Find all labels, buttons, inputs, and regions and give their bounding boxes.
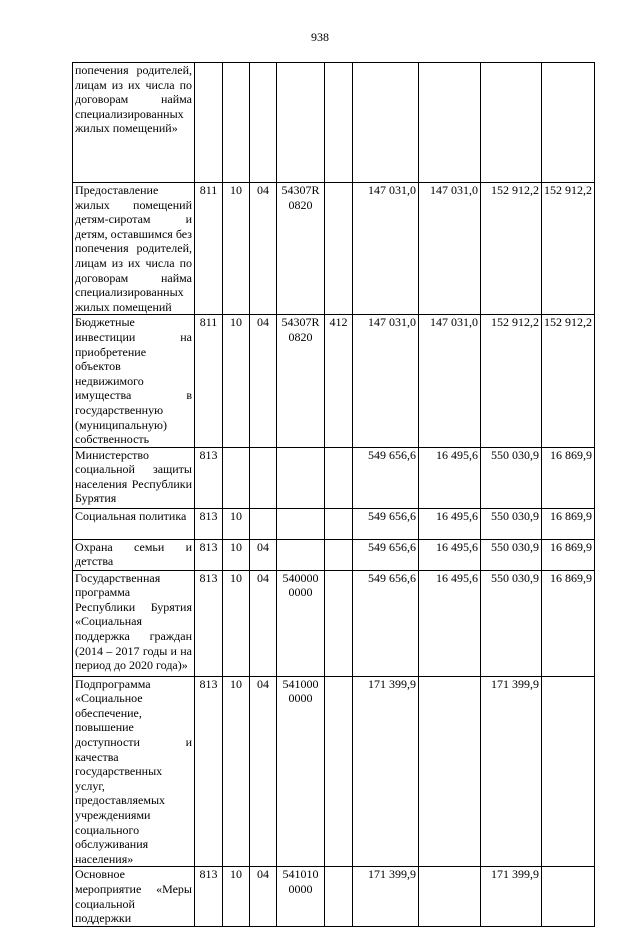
- subsection-code: 04: [250, 867, 277, 926]
- target-article-code: [277, 539, 325, 570]
- section-code: 10: [223, 183, 250, 315]
- table-row: [73, 63, 595, 183]
- target-article-code: [277, 508, 325, 539]
- amount-col-3: [481, 63, 542, 183]
- ministry-code: 811: [195, 315, 223, 447]
- amount-col-2: 16 495,6: [419, 570, 481, 676]
- target-article-code: [277, 63, 325, 183]
- target-article-code: 541000 0000: [277, 676, 325, 867]
- amount-col-1: [353, 63, 419, 183]
- amount-col-4: 16 869,9: [542, 539, 595, 570]
- subsection-code: 04: [250, 539, 277, 570]
- amount-col-4: 16 869,9: [542, 570, 595, 676]
- amount-col-2: 147 031,0: [419, 315, 481, 447]
- target-article-code: 541010 0000: [277, 867, 325, 926]
- section-code: [223, 63, 250, 183]
- expense-type-code: [325, 676, 353, 867]
- target-article-code: 54307R 0820: [277, 315, 325, 447]
- amount-col-1: 549 656,6: [353, 508, 419, 539]
- expense-type-code: [325, 570, 353, 676]
- amount-col-4: [542, 63, 595, 183]
- amount-col-3: 171 399,9: [481, 867, 542, 926]
- ministry-code: 813: [195, 570, 223, 676]
- table-row: [73, 570, 595, 676]
- subsection-code: 04: [250, 570, 277, 676]
- row-description: Охрана семьи и детства: [73, 539, 195, 570]
- subsection-code: 04: [250, 315, 277, 447]
- amount-col-1: 549 656,6: [353, 539, 419, 570]
- section-code: 10: [223, 315, 250, 447]
- amount-col-3: 550 030,9: [481, 447, 542, 508]
- amount-col-4: [542, 867, 595, 926]
- table-row: [73, 539, 595, 570]
- table-row: [73, 183, 595, 315]
- page-number: 938: [311, 30, 329, 44]
- subsection-code: [250, 508, 277, 539]
- expense-type-code: [325, 447, 353, 508]
- row-description: попечения родителей, лицам из их числа по договорам найма специализированных жилых помещений»: [73, 63, 195, 183]
- ministry-code: 813: [195, 539, 223, 570]
- row-description: Основное мероприятие «Меры социальной поддержки: [73, 867, 195, 926]
- table-row: [73, 676, 595, 867]
- amount-col-4: 152 912,2: [542, 315, 595, 447]
- amount-col-2: 16 495,6: [419, 539, 481, 570]
- row-description: Министерство социальной защиты населения Республики Бурятия: [73, 447, 195, 508]
- amount-col-2: [419, 867, 481, 926]
- ministry-code: 813: [195, 508, 223, 539]
- ministry-code: 813: [195, 676, 223, 867]
- table-row: [73, 315, 595, 447]
- subsection-code: 04: [250, 183, 277, 315]
- amount-col-1: 549 656,6: [353, 447, 419, 508]
- expense-type-code: 412: [325, 315, 353, 447]
- amount-col-4: [542, 676, 595, 867]
- row-description: Социальная политика: [73, 508, 195, 539]
- amount-col-3: 152 912,2: [481, 315, 542, 447]
- section-code: 10: [223, 539, 250, 570]
- budget-table: [72, 62, 595, 927]
- ministry-code: [195, 63, 223, 183]
- amount-col-2: 16 495,6: [419, 447, 481, 508]
- amount-col-3: 152 912,2: [481, 183, 542, 315]
- amount-col-1: 549 656,6: [353, 570, 419, 676]
- row-description: Предоставление жилых помещений детям-сиротам и детям, оставшимся без попечения родителей, лицам из их числа по договорам найма специализированных жилых помещений: [73, 183, 195, 315]
- amount-col-1: 171 399,9: [353, 867, 419, 926]
- amount-col-4: 16 869,9: [542, 447, 595, 508]
- amount-col-1: 171 399,9: [353, 676, 419, 867]
- amount-col-3: 550 030,9: [481, 508, 542, 539]
- expense-type-code: [325, 508, 353, 539]
- row-description: Государственная программа Республики Бурятия «Социальная поддержка граждан (2014 – 2017 годы и на период до 2020 года)»: [73, 570, 195, 676]
- section-code: 10: [223, 867, 250, 926]
- amount-col-3: 550 030,9: [481, 570, 542, 676]
- amount-col-1: 147 031,0: [353, 315, 419, 447]
- subsection-code: 04: [250, 676, 277, 867]
- section-code: 10: [223, 570, 250, 676]
- section-code: [223, 447, 250, 508]
- subsection-code: [250, 63, 277, 183]
- table-row: [73, 447, 595, 508]
- expense-type-code: [325, 867, 353, 926]
- amount-col-4: 16 869,9: [542, 508, 595, 539]
- target-article-code: 540000 0000: [277, 570, 325, 676]
- table-row: [73, 867, 595, 926]
- section-code: 10: [223, 676, 250, 867]
- expense-type-code: [325, 63, 353, 183]
- amount-col-2: [419, 676, 481, 867]
- amount-col-2: 16 495,6: [419, 508, 481, 539]
- amount-col-4: 152 912,2: [542, 183, 595, 315]
- target-article-code: 54307R 0820: [277, 183, 325, 315]
- section-code: 10: [223, 508, 250, 539]
- table-row: [73, 508, 595, 539]
- target-article-code: [277, 447, 325, 508]
- amount-col-2: 147 031,0: [419, 183, 481, 315]
- ministry-code: 811: [195, 183, 223, 315]
- ministry-code: 813: [195, 447, 223, 508]
- expense-type-code: [325, 539, 353, 570]
- ministry-code: 813: [195, 867, 223, 926]
- amount-col-3: 171 399,9: [481, 676, 542, 867]
- row-description: Бюджетные инвестиции на приобретение объектов недвижимого имущества в государственную (муниципальную) собственность: [73, 315, 195, 447]
- subsection-code: [250, 447, 277, 508]
- row-description: Подпрограмма «Социальное обеспечение, повышение доступности и качества государственных услуг, предоставляемых учреждениями социального обслуживания населения»: [73, 676, 195, 867]
- amount-col-2: [419, 63, 481, 183]
- amount-col-3: 550 030,9: [481, 539, 542, 570]
- expense-type-code: [325, 183, 353, 315]
- amount-col-1: 147 031,0: [353, 183, 419, 315]
